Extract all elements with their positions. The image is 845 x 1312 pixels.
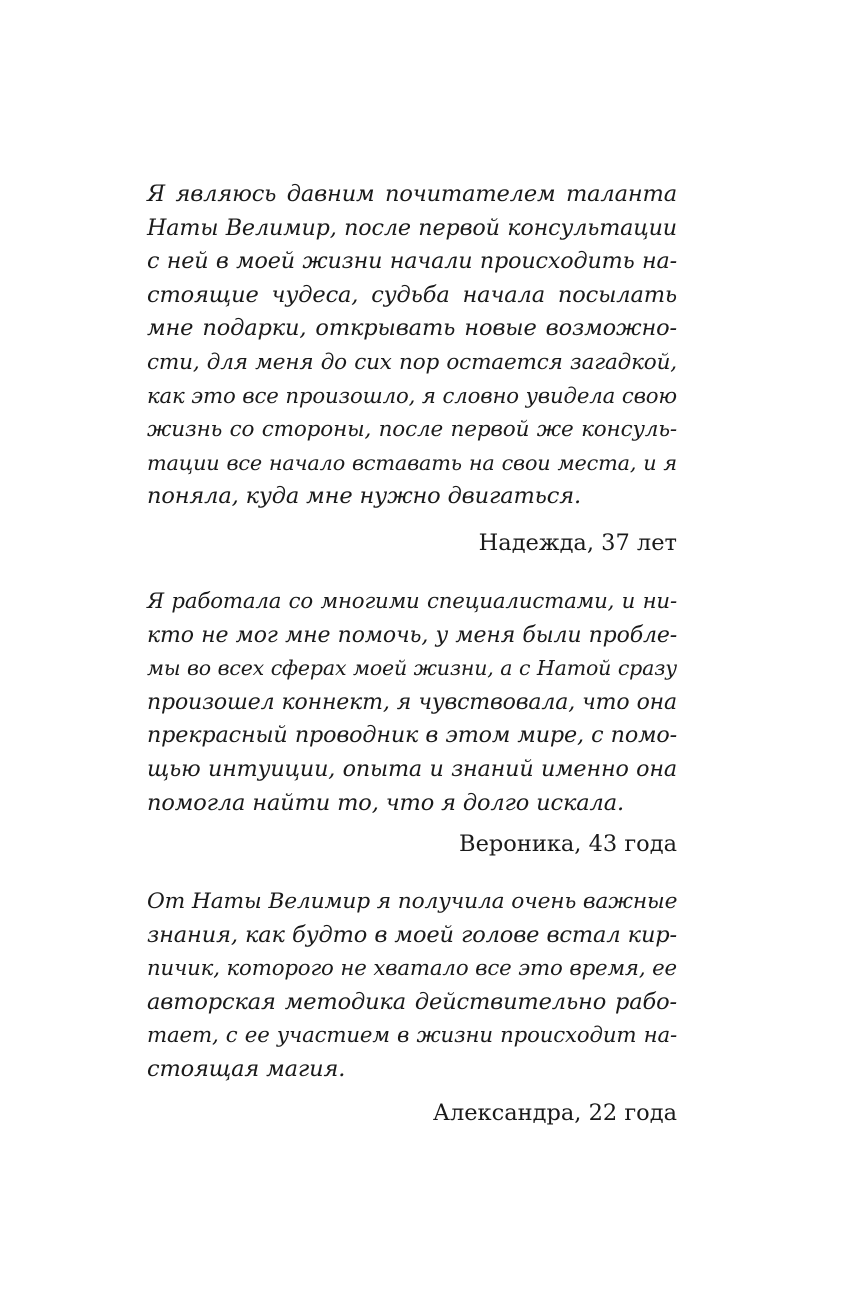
testimonial-2 <box>147 585 677 820</box>
quote-line: с ней в моей жизни начали происходить на- <box>147 248 677 275</box>
testimonial-1-author: Надежда, 37 лет <box>478 530 677 556</box>
quote-line: стоящие чудеса, судьба начала посылать <box>147 281 677 308</box>
quote-line: как это все произошло, я словно увидела свою <box>147 383 677 409</box>
quote-line: тает, с ее участием в жизни происходит на- <box>147 1023 677 1049</box>
quote-line: пичик, которого не хватало все это время, ее <box>147 956 677 982</box>
testimonial-1 <box>147 178 677 514</box>
quote-line: Я работала со многими специалистами, и ни- <box>147 589 677 614</box>
testimonial-3 <box>147 885 677 1087</box>
quote-line: сти, для меня до сих пор остается загадкой, <box>147 349 677 375</box>
quote-line: Я являюсь давним почитателем таланта <box>147 181 677 207</box>
quote-line: прекрасный проводник в этом мире, с помо- <box>147 722 677 749</box>
quote-line: помогла найти то, что я долго искала. <box>147 789 624 816</box>
testimonial-2-author: Вероника, 43 года <box>459 831 677 857</box>
quote-line: мы во всех сферах моей жизни, а с Натой сразу <box>147 656 677 681</box>
quote-line: тации все начало вставать на свои места, и я <box>147 450 677 475</box>
quote-line: авторская методика действительно рабо- <box>147 988 677 1015</box>
quote-line: Наты Велимир, после первой консультации <box>147 214 677 241</box>
quote-line: произошел коннект, я чувствовала, что она <box>147 689 677 715</box>
quote-line: поняла, куда мне нужно двигаться. <box>147 483 581 510</box>
quote-line: жизнь со стороны, после первой же консуль- <box>147 417 677 443</box>
quote-line: мне подарки, открывать новые возможно- <box>147 315 677 342</box>
testimonial-3-author: Александра, 22 года <box>432 1100 677 1126</box>
quote-line: От Наты Велимир я получила очень важные <box>147 889 678 914</box>
quote-line: знания, как будто в моей голове встал кир- <box>147 921 677 948</box>
quote-line: щью интуиции, опыта и знаний именно она <box>147 755 677 782</box>
quote-line: кто не мог мне помочь, у меня были пробле- <box>147 622 677 648</box>
quote-line: стоящая магия. <box>147 1055 346 1082</box>
